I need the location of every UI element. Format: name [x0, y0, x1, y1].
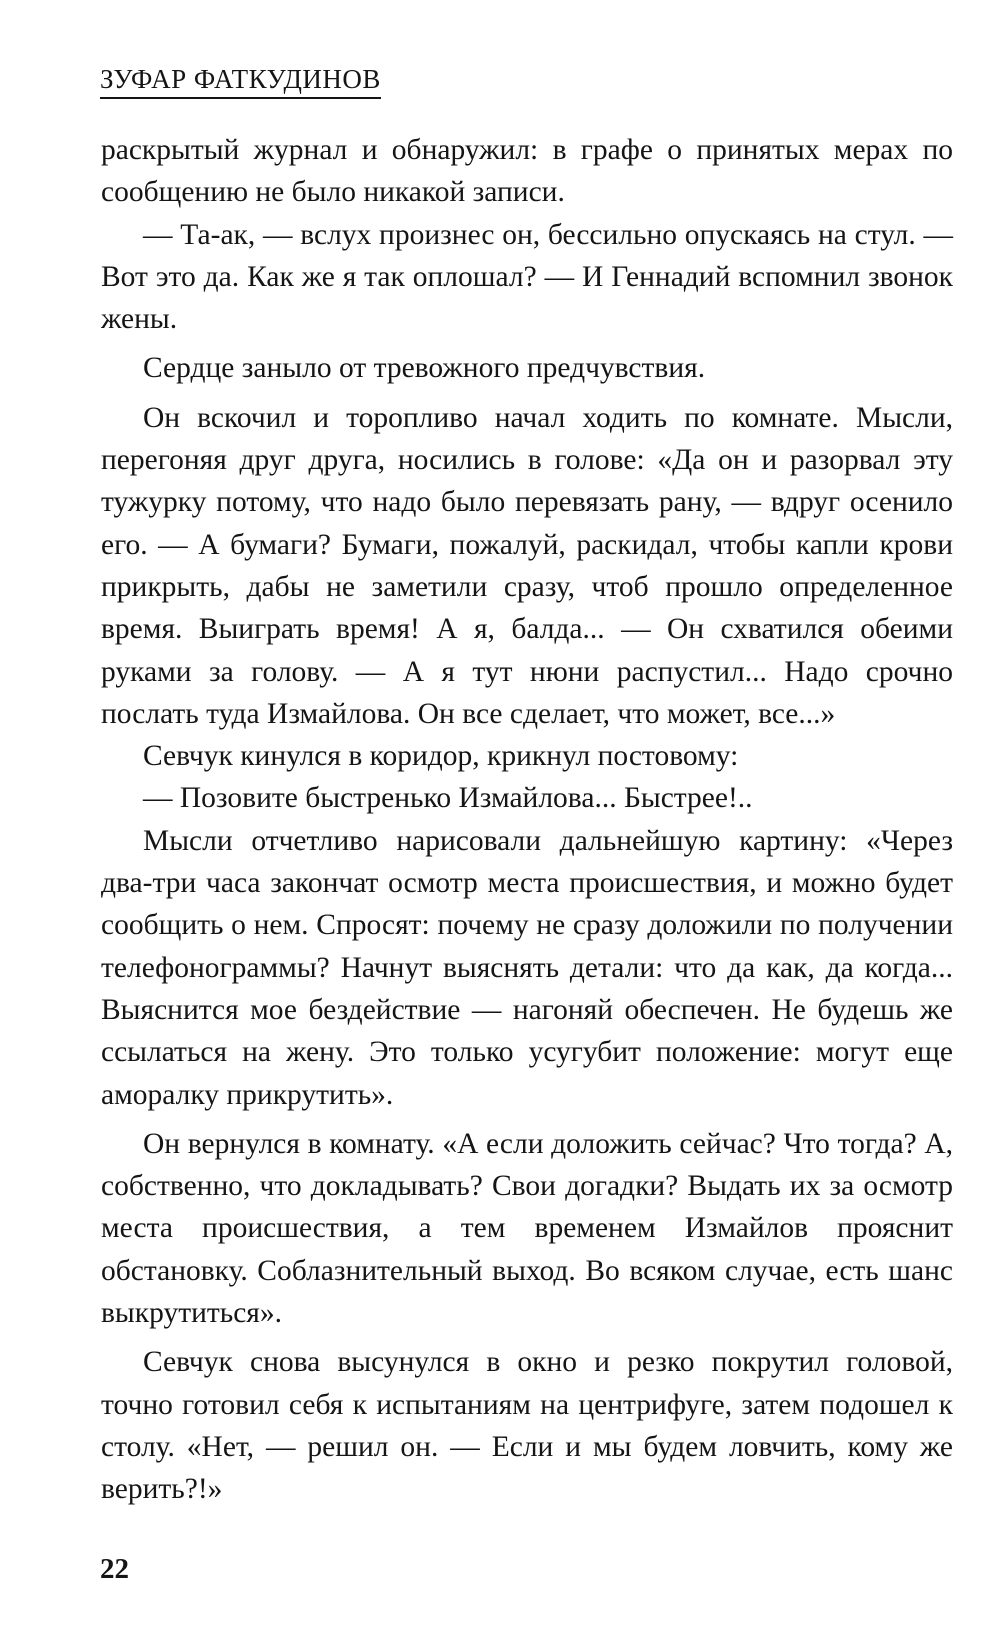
- page-number: 22: [100, 1553, 129, 1585]
- paragraph: Мысли отчетливо нарисовали дальнейшую картину: «Через два-три часа закончат осмотр места происшествия, и можно будет сообщить о нем. Спросят: почему не сразу доложили по получении телефонограммы? Начнут выяснять детали: что да как, да когда... Выяснится мое бездействие — нагоняй обеспечен. Не будешь же ссылаться на жену. Это только усугубит положение: могут еще аморалку прикрутить».: [101, 824, 953, 1111]
- paragraph: Сердце заныло от тревожного предчувствия.: [143, 352, 706, 385]
- paragraph: раскрытый журнал и обнаружил: в графе о принятых мерах по сообщению не было никакой записи.: [101, 134, 953, 209]
- paragraph: Севчук кинулся в коридор, крикнул постовому:: [143, 740, 739, 773]
- paragraph: — Позовите быстренько Измайлова... Быстрее!..: [143, 782, 753, 815]
- body-text: [101, 129, 953, 1511]
- paragraph: Он вернулся в комнату. «А если доложить сейчас? Что тогда? А, собственно, что докладывать? Свои догадки? Выдать их за осмотр места происшествия, а тем временем Измайлов прояснит обстановку. Соблазнительный выход. Во всяком случае, есть шанс выкрутиться».: [101, 1127, 953, 1330]
- paragraph: Он вскочил и торопливо начал ходить по комнате. Мысли, перегоняя друг друга, носились в голове: «Да он и разорвал эту тужурку потому, что надо было перевязать рану, — вдруг осенило его. — А бумаги? Бумаги, пожалуй, раскидал, чтобы капли крови прикрыть, дабы не заметили сразу, чтоб прошло определенное время. Выиграть время! А я, балда... — Он схватился обеими руками за голову. — А я тут нюни распустил... Надо срочно послать туда Измайлова. Он все сделает, что может, все...»: [101, 401, 953, 730]
- paragraph: — Та-ак, — вслух произнес он, бессильно опускаясь на стул. — Вот это да. Как же я так оплошал? — И Геннадий вспомнил звонок жены.: [101, 218, 953, 336]
- running-head: ЗУФАР ФАТКУДИНОВ: [100, 62, 381, 99]
- paragraph: Севчук снова высунулся в окно и резко покрутил головой, точно готовил себя к испытаниям на центрифуге, затем подошел к столу. «Нет, — решил он. — Если и мы будем ловчить, кому же верить?!»: [101, 1346, 953, 1506]
